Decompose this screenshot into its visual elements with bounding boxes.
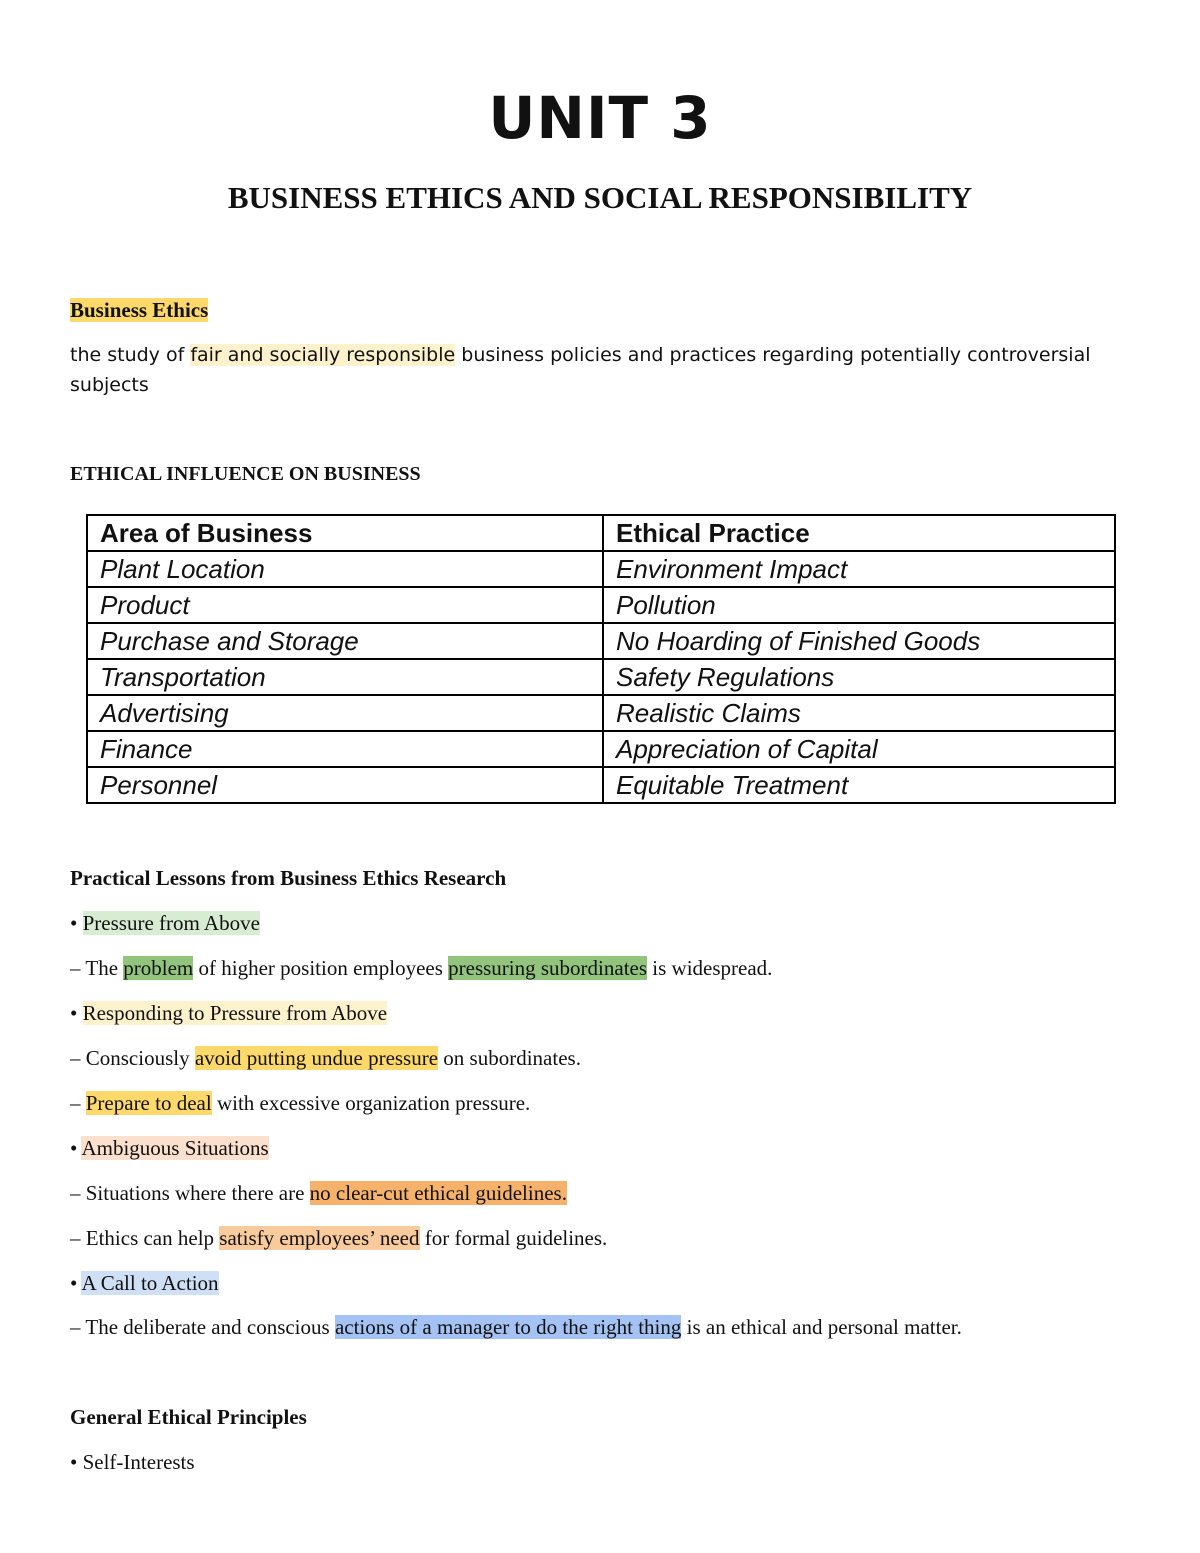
text: of higher position employees <box>193 956 449 980</box>
text: is widespread. <box>647 956 773 980</box>
highlight: Responding to Pressure from Above <box>82 1001 388 1025</box>
text: with excessive organization pressure. <box>211 1091 531 1115</box>
table-cell-practice: No Hoarding of Finished Goods <box>603 623 1115 659</box>
highlight: actions of a manager to do the right thing <box>334 1315 682 1339</box>
text: – <box>70 1091 86 1115</box>
bullet: • <box>70 1136 82 1160</box>
definition-highlight: fair and socially responsible <box>190 344 456 366</box>
page-title: UNIT 3 <box>488 84 712 152</box>
table-cell-practice: Realistic Claims <box>603 695 1115 731</box>
highlight: satisfy employees’ need <box>219 1226 420 1250</box>
table-header-area: Area of Business <box>87 515 603 551</box>
text: – The <box>70 956 124 980</box>
table-cell-area: Product <box>87 587 603 623</box>
lesson-detail <box>70 1088 1130 1118</box>
lesson-bullet-pressure-from-above <box>70 908 1130 938</box>
table-row <box>87 623 1115 659</box>
ethical-influence-table <box>86 514 1116 804</box>
business-ethics-heading-text: Business Ethics <box>70 298 209 322</box>
lesson-detail <box>70 1043 1130 1073</box>
table-cell-area: Transportation <box>87 659 603 695</box>
principle-item: • Self-Interests <box>70 1450 195 1474</box>
highlight: no clear-cut ethical guidelines. <box>309 1181 567 1205</box>
highlight: problem <box>123 956 194 980</box>
bullet: • <box>70 911 83 935</box>
definition-part-1: the study of <box>70 344 191 366</box>
highlight: A Call to Action <box>81 1271 219 1295</box>
lesson-bullet-call-to-action <box>70 1268 1130 1298</box>
table-row <box>87 551 1115 587</box>
business-ethics-definition <box>70 340 1130 400</box>
definition-part-3: business policies and practices regarding potentially controversial subjects <box>70 344 1091 396</box>
bullet: • <box>70 1271 82 1295</box>
text: – The deliberate and conscious <box>70 1315 335 1339</box>
table-header-practice: Ethical Practice <box>603 515 1115 551</box>
text: on subordinates. <box>438 1046 581 1070</box>
table-cell-area: Personnel <box>87 767 603 803</box>
lesson-detail <box>70 1223 1130 1253</box>
table-cell-area: Advertising <box>87 695 603 731</box>
highlight: Pressure from Above <box>82 911 260 935</box>
table-cell-practice: Appreciation of Capital <box>603 731 1115 767</box>
table-cell-practice: Environment Impact <box>603 551 1115 587</box>
text: – Situations where there are <box>70 1181 310 1205</box>
table-cell-practice: Pollution <box>603 587 1115 623</box>
table-row <box>87 767 1115 803</box>
text: for formal guidelines. <box>419 1226 608 1250</box>
ethical-influence-heading: ETHICAL INFLUENCE ON BUSINESS <box>70 463 421 485</box>
principles-heading: General Ethical Principles <box>70 1405 307 1429</box>
lessons-heading: Practical Lessons from Business Ethics Research <box>70 866 507 890</box>
table-cell-area: Plant Location <box>87 551 603 587</box>
lesson-detail <box>70 1312 1130 1342</box>
table-row <box>87 731 1115 767</box>
lesson-bullet-responding <box>70 998 1130 1028</box>
lesson-bullet-ambiguous <box>70 1133 1130 1163</box>
table-cell-practice: Equitable Treatment <box>603 767 1115 803</box>
table-row <box>87 587 1115 623</box>
bullet: • <box>70 1001 83 1025</box>
table-row <box>87 695 1115 731</box>
table-cell-practice: Safety Regulations <box>603 659 1115 695</box>
table-row <box>87 659 1115 695</box>
highlight: avoid putting undue pressure <box>194 1046 439 1070</box>
highlight: pressuring subordinates <box>448 956 648 980</box>
text: is an ethical and personal matter. <box>681 1315 962 1339</box>
business-ethics-heading <box>70 296 208 324</box>
table-cell-area: Purchase and Storage <box>87 623 603 659</box>
highlight: Ambiguous Situations <box>81 1136 269 1160</box>
lesson-detail <box>70 1178 1130 1208</box>
table-cell-area: Finance <box>87 731 603 767</box>
text: – Ethics can help <box>70 1226 220 1250</box>
page-subtitle: BUSINESS ETHICS AND SOCIAL RESPONSIBILITY <box>227 180 973 215</box>
text: – Consciously <box>70 1046 195 1070</box>
lesson-detail <box>70 953 1130 983</box>
table-header-row <box>87 515 1115 551</box>
highlight: Prepare to deal <box>85 1091 212 1115</box>
